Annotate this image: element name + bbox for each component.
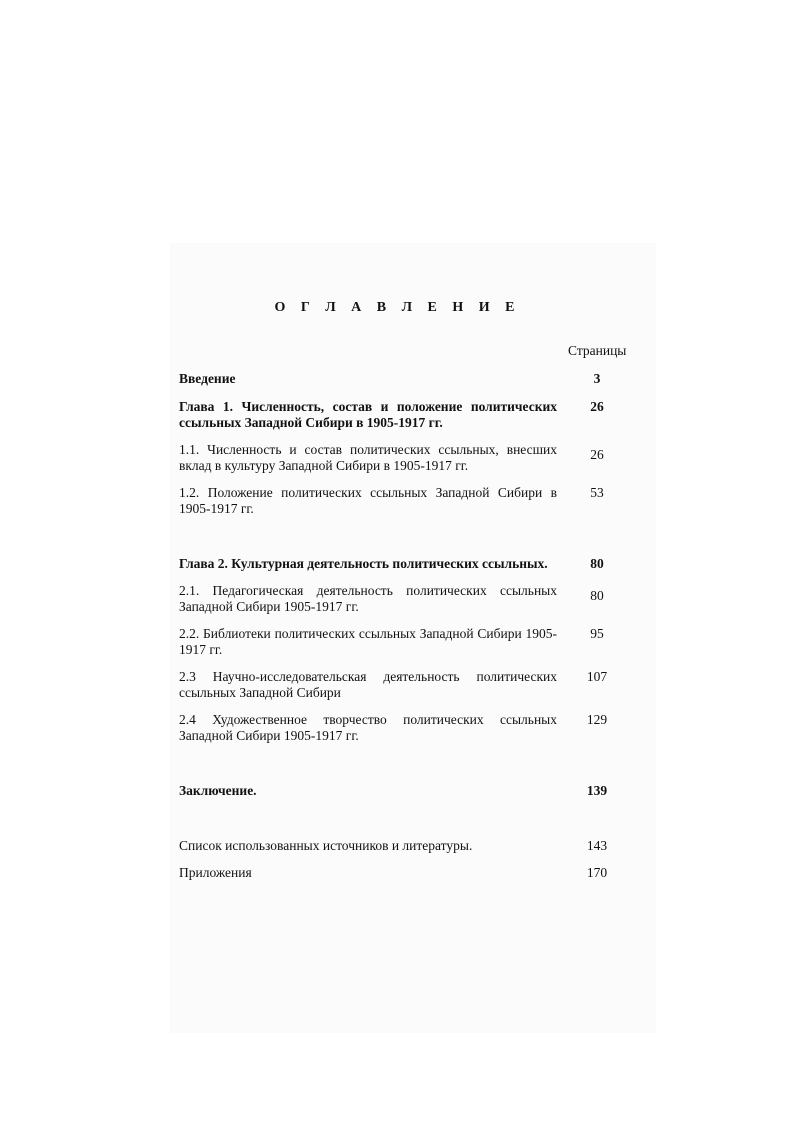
toc-page-appendices: 170: [586, 865, 608, 880]
toc-page-1-1: 26: [590, 447, 604, 462]
toc-entry-conclusion: Заключение.: [179, 783, 257, 798]
toc-page-2-2: 95: [590, 626, 604, 641]
toc-page-introduction: 3: [593, 371, 601, 386]
toc-page-1-2: 53: [590, 485, 604, 500]
toc-page-2-3: 107: [586, 669, 608, 684]
toc-page-chapter-1: 26: [590, 399, 604, 414]
toc-entry-2-1: 2.1. Педагогическая деятельность политических ссыльных Западной Сибири 1905-1917 гг.: [179, 583, 557, 614]
toc-page-chapter-2: 80: [590, 556, 604, 571]
toc-page-2-4: 129: [586, 712, 608, 727]
toc-page-conclusion: 139: [586, 783, 608, 798]
pages-column-label: Страницы: [568, 343, 627, 358]
toc-entry-2-4: 2.4 Художественное творчество политических ссыльных Западной Сибири 1905-1917 гг.: [179, 712, 557, 743]
toc-entry-2-3: 2.3 Научно-исследовательская деятельность политических ссыльных Западной Сибири: [179, 669, 557, 700]
toc-page-bibliography: 143: [586, 838, 608, 853]
toc-entry-2-2: 2.2. Библиотеки политических ссыльных Западной Сибири 1905-1917 гг.: [179, 626, 557, 657]
toc-entry-bibliography: Список использованных источников и литературы.: [179, 838, 473, 853]
toc-entry-introduction: Введение: [179, 371, 236, 386]
toc-page-2-1: 80: [590, 588, 604, 603]
toc-entry-appendices: Приложения: [179, 865, 252, 880]
toc-entry-1-1: 1.1. Численность и состав политических ссыльных, внесших вклад в культуру Западной Сибири в 1905-1917 гг.: [179, 442, 557, 473]
toc-entry-1-2: 1.2. Положение политических ссыльных Западной Сибири в 1905-1917 гг.: [179, 485, 557, 516]
toc-entry-chapter-2: Глава 2. Культурная деятельность политических ссыльных.: [179, 556, 548, 571]
toc-title: О Г Л А В Л Е Н И Е: [274, 300, 521, 315]
toc-entry-chapter-1: Глава 1. Численность, состав и положение политических ссыльных Западной Сибири в 1905-1917 гг.: [179, 399, 557, 430]
